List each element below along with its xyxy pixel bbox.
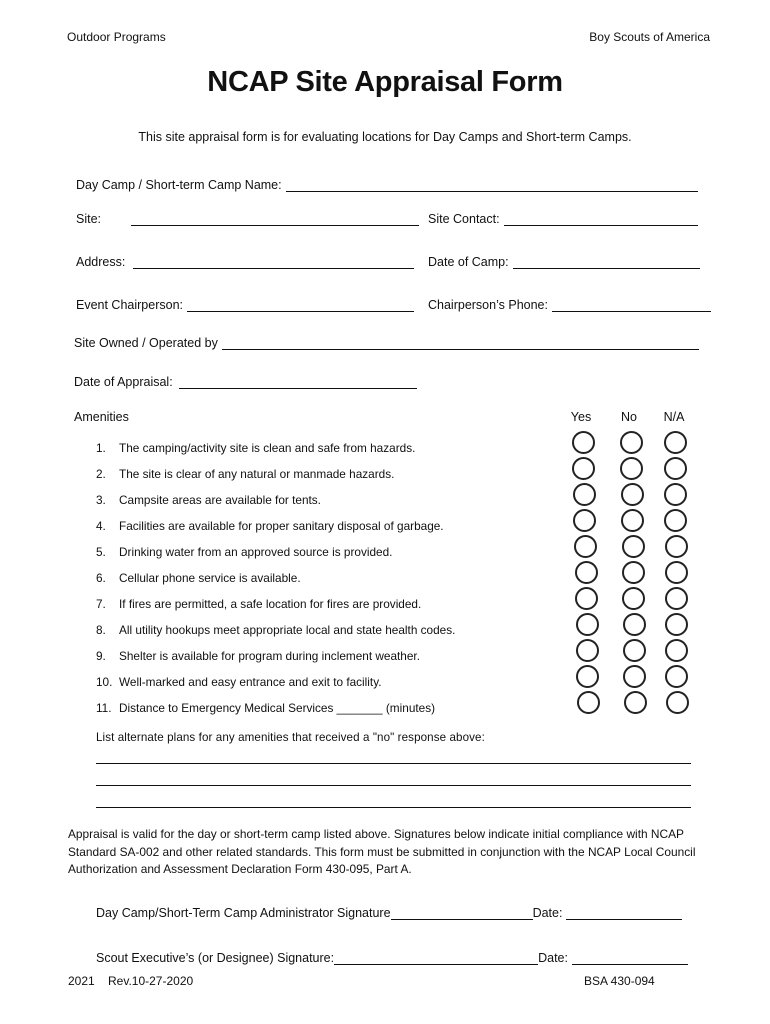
item-7-yes-radio[interactable] [575, 587, 598, 610]
item-text: All utility hookups meet appropriate local and state health codes. [119, 623, 456, 637]
site-label: Site: [76, 212, 102, 226]
intro-text: This site appraisal form is for evaluating locations for Day Camps and Short-term Camps. [138, 130, 632, 144]
item-8-no-radio[interactable] [623, 613, 646, 636]
item-7-na-radio[interactable] [665, 587, 688, 610]
column-na: N/A [663, 410, 685, 424]
item-number: 8. [96, 623, 106, 637]
item-6-no-radio[interactable] [622, 561, 645, 584]
item-3-na-radio[interactable] [664, 483, 687, 506]
amenity-item-1 [96, 441, 415, 455]
alternate-plans-line-3[interactable] [96, 807, 691, 808]
item-2-yes-radio[interactable] [572, 457, 595, 480]
site-contact-input[interactable] [504, 212, 698, 226]
amenities-heading: Amenities [74, 410, 129, 424]
validity-paragraph: Appraisal is valid for the day or short-term camp listed above. Signatures below indicate initial compliance with NCAP Standard SA-002 and other related standards. This form must be submitted in conjunction with the NCAP Local Council Authorization and Assessment Declaration Form 430-095, Part A. [68, 827, 696, 876]
date-of-camp-input[interactable] [513, 255, 700, 269]
item-text: The site is clear of any natural or manmade hazards. [119, 467, 395, 481]
scout-executive-date-label: Date: [538, 951, 568, 965]
address-input[interactable] [133, 255, 414, 269]
amenity-item-7 [96, 597, 421, 611]
item-9-yes-radio[interactable] [576, 639, 599, 662]
item-1-no-radio[interactable] [620, 431, 643, 454]
item-6-yes-radio[interactable] [575, 561, 598, 584]
item-8-na-radio[interactable] [665, 613, 688, 636]
amenity-item-2 [96, 467, 394, 481]
item-5-no-radio[interactable] [622, 535, 645, 558]
item-11-yes-radio[interactable] [577, 691, 600, 714]
item-5-na-radio[interactable] [665, 535, 688, 558]
item-text: Drinking water from an approved source is provided. [119, 545, 393, 559]
item-10-yes-radio[interactable] [576, 665, 599, 688]
item-text: Distance to Emergency Medical Services _______ (minutes) [119, 701, 436, 715]
item-number: 9. [96, 649, 106, 663]
item-number: 3. [96, 493, 106, 507]
item-number: 5. [96, 545, 106, 559]
date-of-camp-field [428, 251, 700, 269]
date-of-appraisal-label: Date of Appraisal: [74, 375, 173, 389]
scout-executive-signature-row [96, 951, 688, 965]
alternate-plans-line-1[interactable] [96, 763, 691, 764]
scout-executive-date-line[interactable] [572, 951, 688, 965]
header-left: Outdoor Programs [67, 30, 166, 44]
site-owned-field [74, 332, 699, 350]
item-1-yes-radio[interactable] [572, 431, 595, 454]
amenity-item-3 [96, 493, 321, 507]
item-9-no-radio[interactable] [623, 639, 646, 662]
address-label: Address: [76, 255, 126, 269]
item-2-no-radio[interactable] [620, 457, 643, 480]
chairperson-phone-field [428, 294, 698, 312]
item-4-no-radio[interactable] [621, 509, 644, 532]
item-text: Campsite areas are available for tents. [119, 493, 321, 507]
item-2-na-radio[interactable] [664, 457, 687, 480]
administrator-signature-line[interactable] [391, 906, 533, 920]
item-number: 11. [96, 701, 112, 715]
item-4-yes-radio[interactable] [573, 509, 596, 532]
event-chairperson-field [76, 294, 414, 312]
item-text: Well-marked and easy entrance and exit to facility. [119, 675, 382, 689]
item-4-na-radio[interactable] [664, 509, 687, 532]
administrator-date-line[interactable] [566, 906, 682, 920]
item-number: 7. [96, 597, 106, 611]
footer-revision: Rev.10-27-2020 [108, 974, 194, 988]
item-text: Facilities are available for proper sanitary disposal of garbage. [119, 519, 444, 533]
site-owned-label: Site Owned / Operated by [74, 336, 218, 350]
header-right: Boy Scouts of America [589, 30, 710, 44]
site-contact-label: Site Contact: [428, 212, 500, 226]
administrator-date-label: Date: [532, 906, 563, 920]
event-chairperson-label: Event Chairperson: [76, 298, 184, 312]
amenity-item-5 [96, 545, 392, 559]
item-number: 1. [96, 441, 106, 455]
date-of-appraisal-input[interactable] [179, 375, 417, 389]
site-field [76, 208, 419, 226]
item-text: The camping/activity site is clean and safe from hazards. [119, 441, 416, 455]
amenity-item-11 [96, 701, 435, 715]
item-text: Shelter is available for program during inclement weather. [119, 649, 420, 663]
alternate-plans-label: List alternate plans for any amenities that received a "no" response above: [96, 731, 485, 744]
amenity-item-9 [96, 649, 420, 663]
alternate-plans-line-2[interactable] [96, 785, 691, 786]
footer-year: 2021 [68, 974, 95, 988]
amenity-item-10 [96, 675, 382, 689]
column-yes: Yes [570, 410, 592, 424]
chairperson-phone-label: Chairperson’s Phone: [428, 298, 548, 312]
item-number: 2. [96, 467, 106, 481]
item-3-yes-radio[interactable] [573, 483, 596, 506]
administrator-signature-label: Day Camp/Short-Term Camp Administrator Signature [96, 906, 391, 920]
item-number: 6. [96, 571, 106, 585]
chairperson-phone-input[interactable] [552, 298, 711, 312]
item-9-na-radio[interactable] [665, 639, 688, 662]
amenity-item-8 [96, 623, 455, 637]
item-text: Cellular phone service is available. [119, 571, 301, 585]
footer-form-number: BSA 430-094 [584, 974, 655, 988]
scout-executive-signature-line[interactable] [334, 951, 538, 965]
camp-name-field [76, 174, 698, 192]
scout-executive-signature-label: Scout Executive’s (or Designee) Signature: [96, 951, 335, 965]
camp-name-label: Day Camp / Short-term Camp Name: [76, 178, 282, 192]
item-number: 10. [96, 675, 113, 689]
date-of-appraisal-field [74, 371, 417, 389]
site-contact-field [428, 208, 698, 226]
item-5-yes-radio[interactable] [574, 535, 597, 558]
item-10-no-radio[interactable] [623, 665, 646, 688]
camp-name-input[interactable] [286, 178, 698, 192]
amenity-item-6 [96, 571, 301, 585]
form-title: NCAP Site Appraisal Form [207, 66, 563, 98]
item-3-no-radio[interactable] [621, 483, 644, 506]
amenity-item-4 [96, 519, 444, 533]
item-7-no-radio[interactable] [622, 587, 645, 610]
item-6-na-radio[interactable] [665, 561, 688, 584]
administrator-signature-row [96, 906, 682, 920]
item-text: If fires are permitted, a safe location for fires are provided. [119, 597, 422, 611]
item-8-yes-radio[interactable] [576, 613, 599, 636]
item-11-no-radio[interactable] [624, 691, 647, 714]
item-number: 4. [96, 519, 106, 533]
item-1-na-radio[interactable] [664, 431, 687, 454]
date-of-camp-label: Date of Camp: [428, 255, 509, 269]
event-chairperson-input[interactable] [187, 298, 414, 312]
column-no: No [621, 410, 637, 424]
item-11-na-radio[interactable] [666, 691, 689, 714]
site-input[interactable] [131, 212, 419, 226]
address-field [76, 251, 414, 269]
site-owned-input[interactable] [222, 336, 699, 350]
item-10-na-radio[interactable] [665, 665, 688, 688]
